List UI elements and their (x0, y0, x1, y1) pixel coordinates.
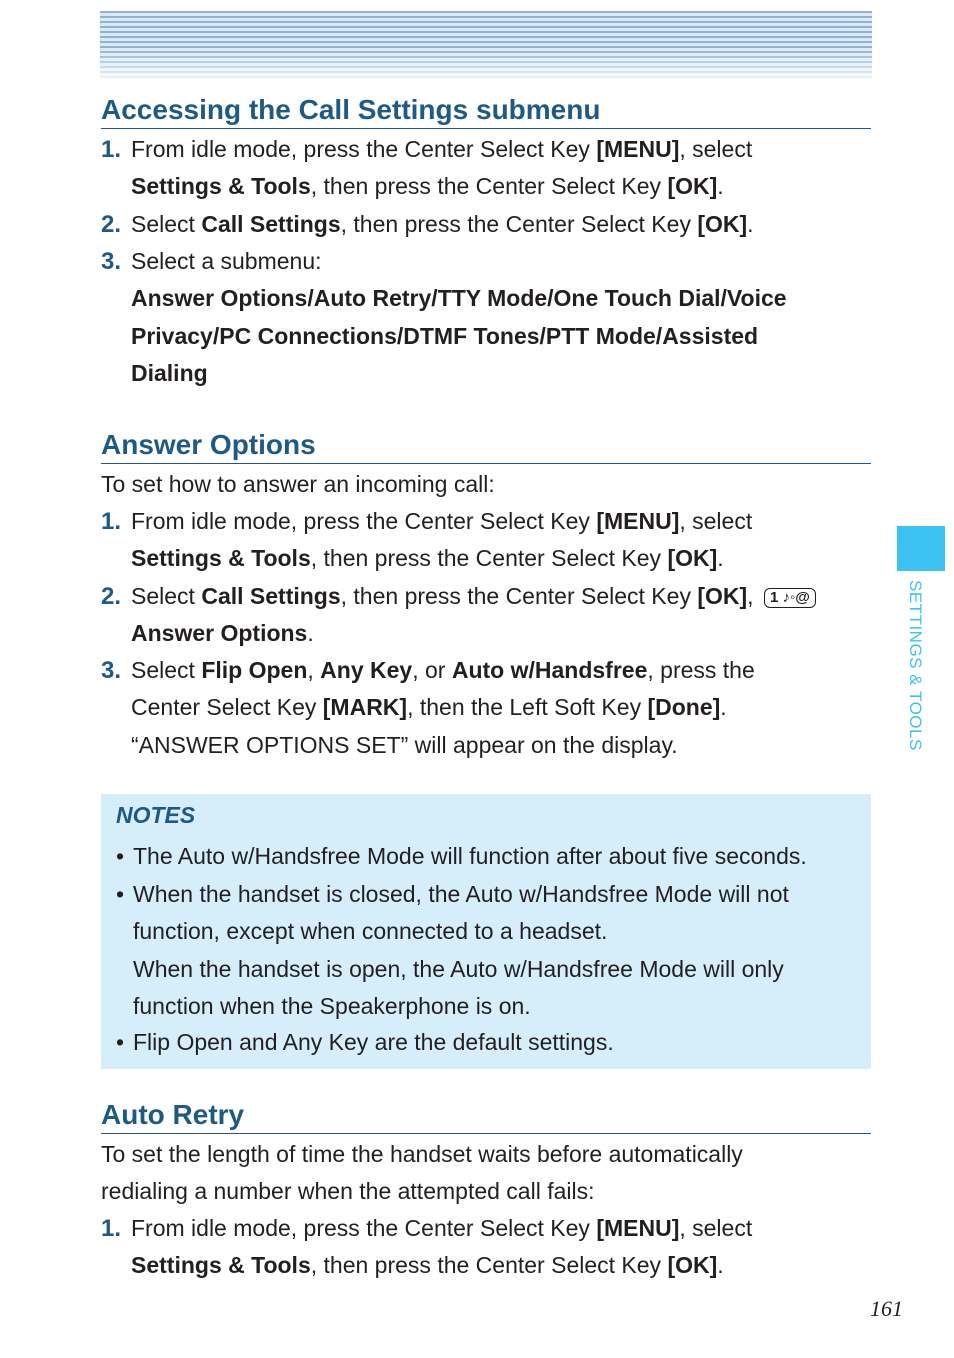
step-text: From idle mode, press the Center Select Key (131, 136, 597, 162)
bullet: • (116, 881, 125, 907)
step-text: , then the Left Soft Key (407, 694, 648, 721)
menu-label: Answer Options (131, 620, 308, 647)
note-item (116, 838, 866, 875)
step-text: . (717, 173, 724, 200)
number-key-1-icon: 1 ♪◦@ (764, 588, 816, 608)
key-label: [OK] (667, 545, 718, 572)
menu-label: Settings & Tools (131, 545, 311, 572)
step-text: Center Select Key (131, 694, 323, 721)
step-number: 2. (101, 211, 122, 238)
step-text: , or (412, 657, 452, 683)
submenu-list: Answer Options/Auto Retry/TTY Mode/One Touch Dial/Voice (131, 285, 787, 312)
bullet: • (116, 843, 125, 869)
step-text: , then press the Center Select Key (340, 211, 698, 237)
intro-line: redialing a number when the attempted call fails: (101, 1178, 595, 1205)
note-text: The Auto w/Handsfree Mode will function after about five seconds. (133, 843, 807, 869)
step-1 (101, 503, 871, 578)
section-title-call-settings: Accessing the Call Settings submenu (101, 93, 871, 129)
key-label: [MENU] (596, 508, 680, 534)
header-banner (100, 11, 872, 79)
step-2 (101, 578, 871, 653)
note-text: When the handset is open, the Auto w/Handsfree Mode will only (133, 955, 784, 982)
note-text: Flip Open and Any Key are the default settings. (133, 1029, 614, 1055)
chapter-tab (897, 526, 945, 571)
bullet: • (116, 1029, 125, 1055)
submenu-list: Privacy/PC Connections/DTMF Tones/PTT Mode/Assisted (131, 322, 759, 349)
key-label: [OK] (697, 583, 748, 609)
section-intro (101, 1136, 743, 1211)
key-label: [Done] (647, 694, 721, 721)
step-text: , (747, 583, 760, 609)
step-text: Select (131, 583, 202, 609)
key-label: [MARK] (322, 694, 408, 721)
note-item (116, 1024, 866, 1061)
step-text: . (717, 1252, 724, 1279)
step-text: , then press the Center Select Key (340, 583, 698, 609)
section-title-auto-retry: Auto Retry (101, 1098, 871, 1134)
step-text: Select (131, 211, 202, 237)
step-text: , (307, 657, 321, 683)
step-number: 3. (101, 248, 122, 275)
note-item (116, 876, 866, 1025)
step-text: From idle mode, press the Center Select Key (131, 508, 597, 534)
step-1 (101, 1210, 871, 1285)
option-label: Auto w/Handsfree (451, 657, 648, 683)
step-text: . (720, 694, 727, 721)
step-number: 1. (101, 136, 122, 163)
menu-label: Settings & Tools (131, 173, 311, 200)
step-1 (101, 131, 871, 206)
notes-box (101, 794, 871, 1069)
step-text: From idle mode, press the Center Select Key (131, 1215, 597, 1241)
key-label: [OK] (697, 211, 748, 237)
step-3 (101, 652, 871, 764)
step-text: , press the (647, 657, 755, 683)
key-label: [MENU] (596, 136, 680, 162)
option-label: Any Key (320, 657, 413, 683)
page-number: 161 (870, 1296, 903, 1321)
step-text: , select (679, 1215, 753, 1241)
step-3 (101, 243, 871, 392)
step-text: , then press the Center Select Key (310, 1252, 668, 1279)
note-text: function when the Speakerphone is on. (133, 992, 531, 1019)
step-number: 3. (101, 657, 122, 684)
section-title-answer-options: Answer Options (101, 428, 871, 464)
key-label: [MENU] (596, 1215, 680, 1241)
step-2 (101, 206, 871, 243)
step-text: , then press the Center Select Key (310, 173, 668, 200)
menu-label: Call Settings (201, 211, 341, 237)
step-text: . (747, 211, 754, 237)
submenu-list: Dialing (131, 359, 208, 386)
chapter-label: SETTINGS & TOOLS (906, 580, 925, 751)
step-text: Select a submenu: (131, 248, 322, 274)
step-text: , select (679, 136, 753, 162)
step-text: . (307, 620, 314, 647)
step-text: . (717, 545, 724, 572)
key-label: [OK] (667, 1252, 718, 1279)
step-number: 2. (101, 583, 122, 610)
section-intro: To set how to answer an incoming call: (101, 471, 495, 497)
option-label: Flip Open (201, 657, 308, 683)
note-text: When the handset is closed, the Auto w/Handsfree Mode will not (133, 881, 789, 907)
step-text: , select (679, 508, 753, 534)
notes-title: NOTES (116, 802, 196, 828)
step-number: 1. (101, 508, 122, 535)
step-text: “ANSWER OPTIONS SET” will appear on the display. (131, 731, 678, 758)
note-text: function, except when connected to a headset. (133, 918, 608, 945)
menu-label: Settings & Tools (131, 1252, 311, 1279)
step-number: 1. (101, 1215, 122, 1242)
step-text: , then press the Center Select Key (310, 545, 668, 572)
step-text: Select (131, 657, 202, 683)
key-label: [OK] (667, 173, 718, 200)
menu-label: Call Settings (201, 583, 341, 609)
intro-line: To set the length of time the handset waits before automatically (101, 1141, 743, 1167)
